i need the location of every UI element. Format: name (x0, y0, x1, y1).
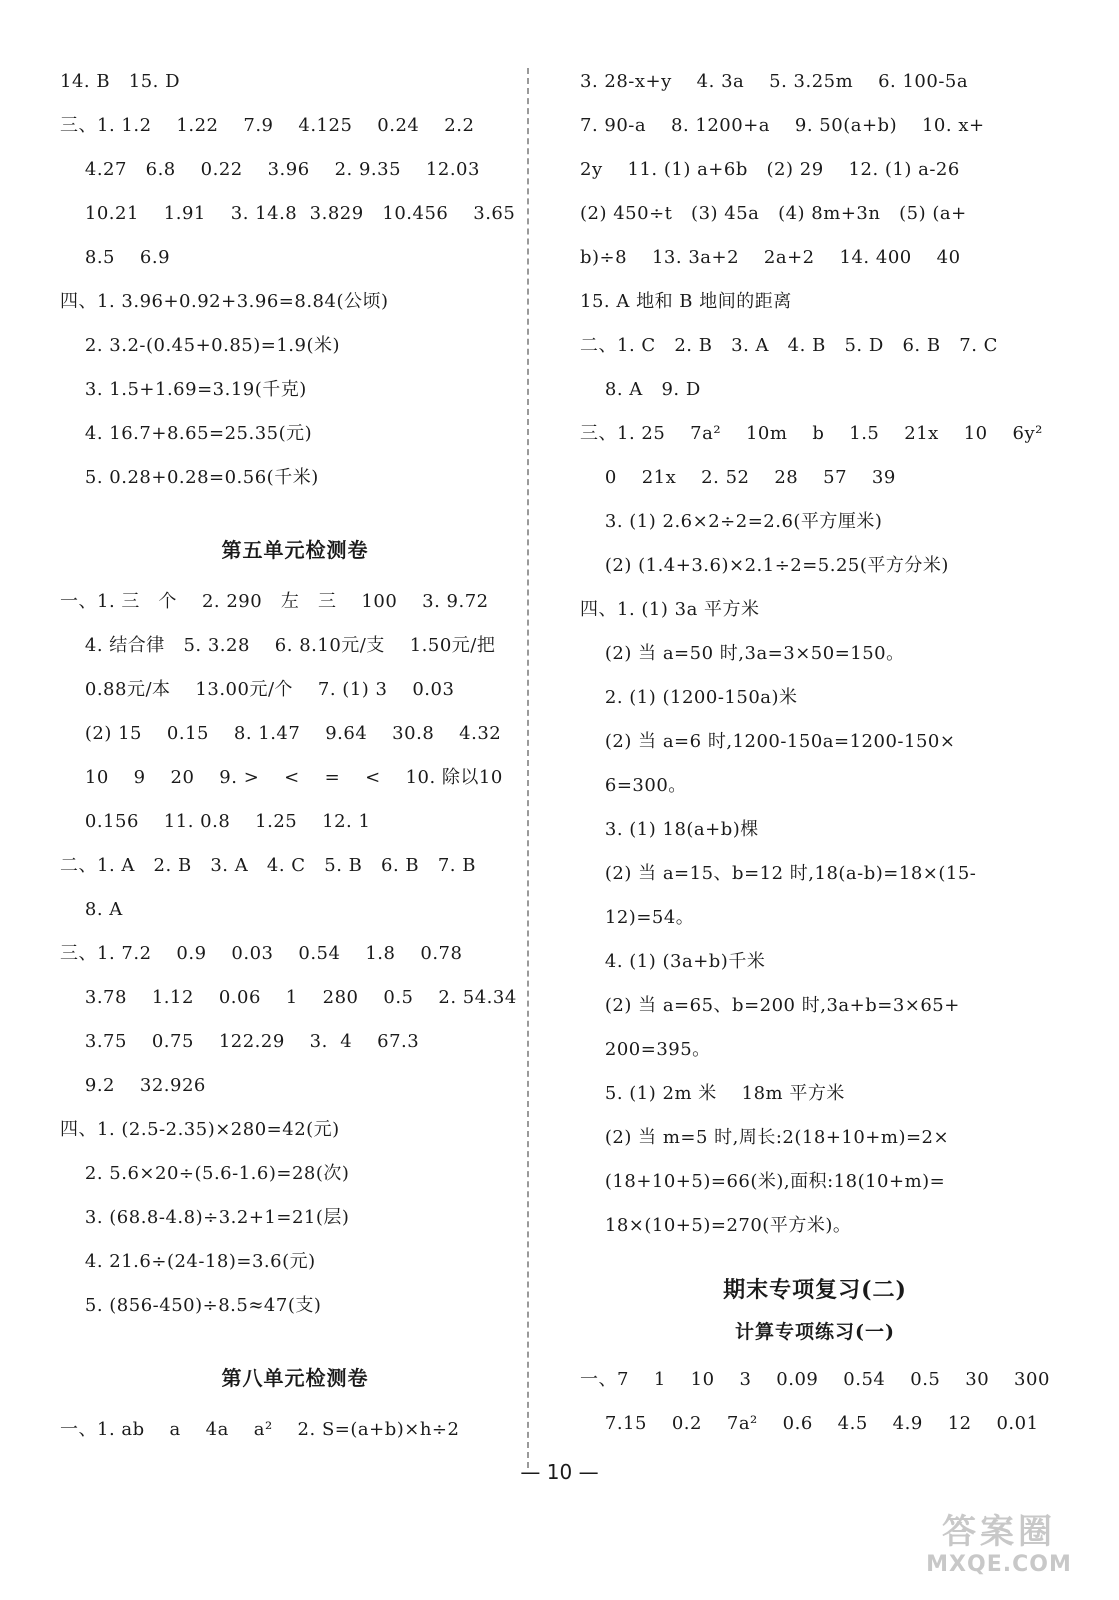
answer-line: 三、1. 1.2 1.22 7.9 4.125 0.24 2.2 (60, 115, 475, 136)
right-answers-part2 (580, 1358, 1050, 1446)
answer-line: 四、1. (1) 3a 平方米 (580, 599, 760, 620)
answer-line: 4. 21.6÷(24-18)=3.6(元) (60, 1251, 316, 1272)
answer-line: 2. 5.6×20÷(5.6-1.6)=28(次) (60, 1163, 350, 1184)
answer-line: 3. (1) 18(a+b)棵 (580, 819, 759, 840)
answer-line: 6=300。 (580, 775, 687, 796)
answer-line: 二、1. C 2. B 3. A 4. B 5. D 6. B 7. C (580, 335, 998, 356)
answer-line: (2) 15 0.15 8. 1.47 9.64 30.8 4.32 (60, 723, 502, 744)
answer-line: (2) 当 a=6 时,1200-150a=1200-150× (580, 731, 956, 752)
answer-line: 3.75 0.75 122.29 3. 4 67.3 (60, 1031, 420, 1052)
answer-line: 4. 结合律 5. 3.28 6. 8.10元/支 1.50元/把 (60, 635, 496, 656)
watermark-url: MXQE.COM (926, 1552, 1072, 1577)
answer-line: 7.15 0.2 7a² 0.6 4.5 4.9 12 0.01 (580, 1413, 1039, 1434)
left-answers-part3 (60, 1408, 530, 1452)
watermark-logo-text: 答案圈 (942, 1512, 1056, 1552)
answer-line: 2. 3.2-(0.45+0.85)=1.9(米) (60, 335, 341, 356)
answer-line: 5. 0.28+0.28=0.56(千米) (60, 467, 319, 488)
left-answers-part2 (60, 580, 530, 1328)
answer-line: (2) 当 a=50 时,3a=3×50=150。 (580, 643, 905, 664)
answer-line: 一、7 1 10 3 0.09 0.54 0.5 30 300 (580, 1369, 1050, 1390)
answer-line: 15. A 地和 B 地间的距离 (580, 291, 792, 312)
column-divider (527, 68, 529, 1468)
answer-line: 3.78 1.12 0.06 1 280 0.5 2. 54.34 (60, 987, 517, 1008)
section-heading-calc: 计算专项练习(一) (735, 1321, 895, 1343)
answer-line: 8.5 6.9 (60, 247, 171, 268)
answer-line: 3. (1) 2.6×2÷2=2.6(平方厘米) (580, 511, 883, 532)
answer-line: 一、1. 三 个 2. 290 左 三 100 3. 9.72 (60, 591, 489, 612)
spacer (60, 1328, 530, 1348)
answer-line: (2) 当 m=5 时,周长:2(18+10+m)=2× (580, 1127, 950, 1148)
left-answers-part1 (60, 60, 530, 500)
answer-line: 5. (1) 2m 米 18m 平方米 (580, 1083, 845, 1104)
site-watermark-logo (899, 1512, 1099, 1582)
answer-line: 9.2 32.926 (60, 1075, 206, 1096)
answer-line: 4.27 6.8 0.22 3.96 2. 9.35 12.03 (60, 159, 480, 180)
answer-line: 8. A 9. D (580, 379, 701, 400)
answer-line: 5. (856-450)÷8.5≈47(支) (60, 1295, 322, 1316)
answer-line: 0 21x 2. 52 28 57 39 (580, 467, 896, 488)
right-answers-part1 (580, 60, 1050, 1248)
answer-line: 0.88元/本 13.00元/个 7. (1) 3 0.03 (60, 679, 455, 700)
answer-line: 二、1. A 2. B 3. A 4. C 5. B 6. B 7. B (60, 855, 476, 876)
answer-line: 一、1. ab a 4a a² 2. S=(a+b)×h÷2 (60, 1419, 460, 1440)
answer-line: 18×(10+5)=270(平方米)。 (580, 1215, 852, 1236)
answer-line: 7. 90-a 8. 1200+a 9. 50(a+b) 10. x+ (580, 115, 985, 136)
section-heading-unit5: 第五单元检测卷 (221, 538, 369, 562)
answer-line: 12)=54。 (580, 907, 695, 928)
answer-line: 10.21 1.91 3. 14.8 3.829 10.456 3.65 (60, 203, 516, 224)
answer-line: b)÷8 13. 3a+2 2a+2 14. 400 40 (580, 247, 961, 268)
answer-line: 4. (1) (3a+b)千米 (580, 951, 766, 972)
answer-line: 3. (68.8-4.8)÷3.2+1=21(层) (60, 1207, 350, 1228)
page-number: — 10 — (520, 1460, 599, 1484)
section-heading-unit8: 第八单元检测卷 (221, 1366, 369, 1390)
answer-line: 10 9 20 9. > < = < 10. 除以10 (60, 767, 503, 788)
answer-line: 3. 1.5+1.69=3.19(千克) (60, 379, 307, 400)
answer-line: 3. 28-x+y 4. 3a 5. 3.25m 6. 100-5a (580, 71, 969, 92)
spacer (60, 500, 530, 520)
answer-line: 0.156 11. 0.8 1.25 12. 1 (60, 811, 371, 832)
right-column (580, 60, 1050, 1446)
answer-line: 200=395。 (580, 1039, 711, 1060)
answer-line: (2) (1.4+3.6)×2.1÷2=5.25(平方分米) (580, 555, 949, 576)
answer-line: 2y 11. (1) a+6b (2) 29 12. (1) a-26 (580, 159, 960, 180)
answer-line: 2. (1) (1200-150a)米 (580, 687, 798, 708)
answer-line: 三、1. 7.2 0.9 0.03 0.54 1.8 0.78 (60, 943, 463, 964)
answer-line: (18+10+5)=66(米),面积:18(10+m)= (580, 1171, 946, 1192)
answer-line: 4. 16.7+8.65=25.35(元) (60, 423, 313, 444)
section-heading-review: 期末专项复习(二) (723, 1277, 907, 1303)
answer-line: 四、1. (2.5-2.35)×280=42(元) (60, 1119, 340, 1140)
answer-line: 8. A (60, 899, 123, 920)
left-column (60, 60, 530, 1452)
answer-line: 14. B 15. D (60, 71, 181, 92)
answer-line: 四、1. 3.96+0.92+3.96=8.84(公顷) (60, 291, 389, 312)
answer-line: 三、1. 25 7a² 10m b 1.5 21x 10 6y² (580, 423, 1043, 444)
answer-line: (2) 当 a=65、b=200 时,3a+b=3×65+ (580, 995, 960, 1016)
answer-line: (2) 当 a=15、b=12 时,18(a-b)=18×(15- (580, 863, 977, 884)
answer-line: (2) 450÷t (3) 45a (4) 8m+3n (5) (a+ (580, 203, 967, 224)
